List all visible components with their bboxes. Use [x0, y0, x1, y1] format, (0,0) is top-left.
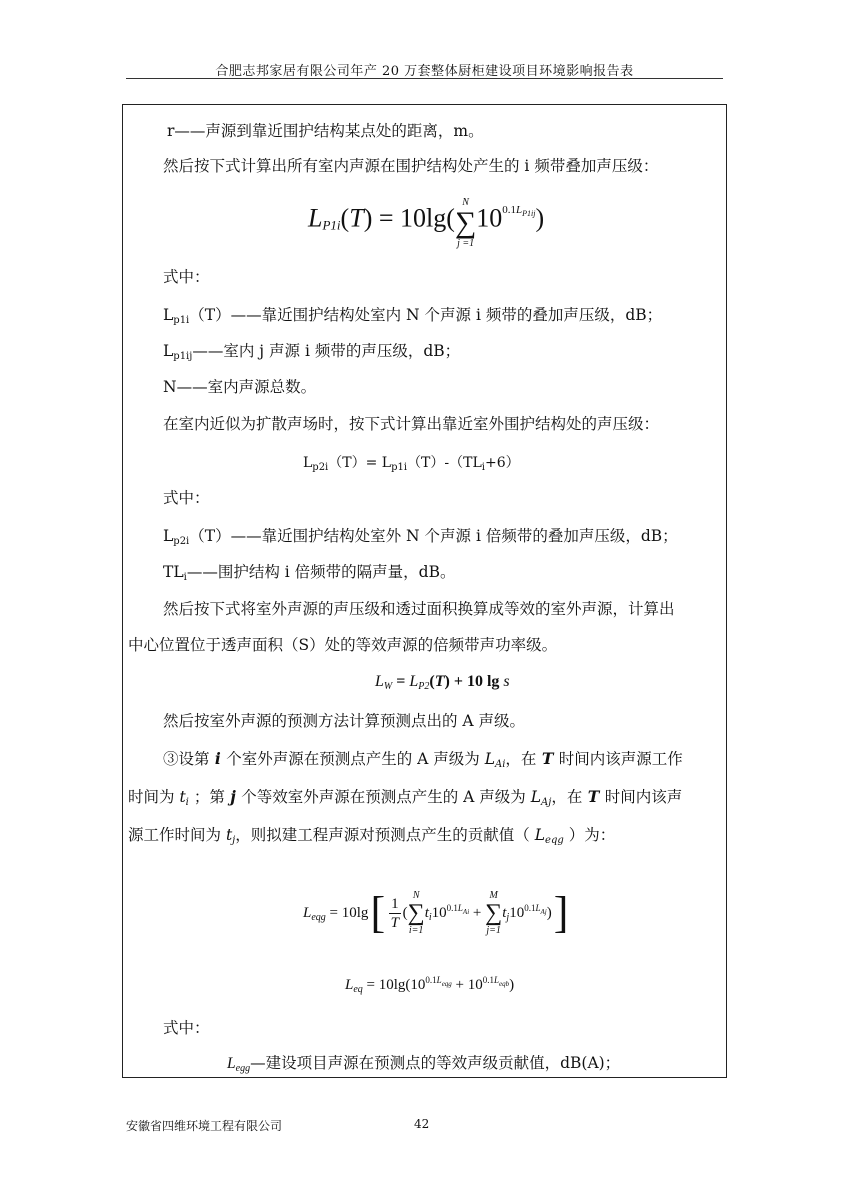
equation-lp1i: $L_{P1i}(T) = 10\lg$( N ∑ j =1 $10^{0.1L_{P1ij}}$) — [308, 197, 545, 249]
text-line: 中心位置位于透声面积（S）处的等效声源的倍频带声功率级。 — [128, 636, 558, 654]
text-line: 式中： — [163, 1019, 210, 1037]
text-line: $L_{p1i}(T)——$靠近围护结构处室内 N 个声源 i 频带的叠加声压级，dB； — [163, 306, 663, 326]
text-line: ③设第 i 个室外声源在预测点产生的 A 声级为 $L_{Ai}$，在 T 时间内该声源工作 — [163, 749, 683, 770]
text-line: 式中： — [163, 489, 210, 507]
text-line: 时间为 $t_i$ ；第 j 个等效室外声源在预测点产生的 A 声级为 $L_{Aj}$，在 T 时间内该声 — [128, 787, 683, 808]
text-line: 源工作时间为 $t_j$，则拟建工程声源对预测点产生的贡献值（ $L_{eqg}$ ）为： — [128, 826, 616, 846]
equation-lp2i: $L_{p2i}(T)= L_{p1i}(T)-(TL_i+6)$ — [303, 455, 520, 473]
text-line: $L_{p1ij}——$室内 j 声源 i 频带的声压级，dB； — [163, 342, 461, 362]
text-line: r——声源到靠近围护结构某点处的距离，m。 — [167, 122, 484, 140]
content-frame — [122, 104, 727, 1078]
text-line: $L_{p2i}(T)——$靠近围护结构处室外 N 个声源 i 倍频带的叠加声压级，dB； — [163, 527, 678, 547]
equation-leq: $L_{eq} = 10\lg(10^{0.1L_{eqg}} + 10^{0.1L_{eqb}})$ — [345, 975, 515, 995]
page-header: 合肥志邦家居有限公司年产 20 万套整体厨柜建设项目环境影响报告表 — [215, 64, 634, 79]
equation-lw: $L_W = L_{P2}(T) + 10$ lg s — [375, 673, 510, 692]
text-line: 然后按室外声源的预测方法计算预测点出的 A 声级。 — [163, 712, 526, 730]
equation-leqg: $L_{eqg}$ = 10lg [ $\frac{1}{T}$ ( N ∑ i=1 $t_i10^{0.1L_{Ai}}$ + M ∑ j=1 $t_j10^{0.1L_{Aj}}$ ) ] — [303, 888, 569, 937]
text-line: 式中： — [163, 268, 210, 286]
text-line: 然后按下式将室外声源的声压级和透过面积换算成等效的室外声源，计算出 — [163, 600, 675, 618]
text-line: 在室内近似为扩散声场时，按下式计算出靠近室外围护结构处的声压级： — [163, 415, 660, 433]
text-line: $TL_i——$围护结构 i 倍频带的隔声量，dB。 — [163, 563, 456, 583]
header-rule — [126, 78, 723, 79]
footer-company: 安徽省四维环境工程有限公司 — [126, 1119, 283, 1133]
page-number: 42 — [414, 1117, 430, 1131]
text-line: $L_{egg}—$建设项目声源在预测点的等效声级贡献值，dB(A)； — [227, 1054, 621, 1074]
text-line: N——室内声源总数。 — [163, 378, 317, 396]
text-line: 然后按下式计算出所有室内声源在围护结构处产生的 i 频带叠加声压级： — [163, 157, 659, 175]
